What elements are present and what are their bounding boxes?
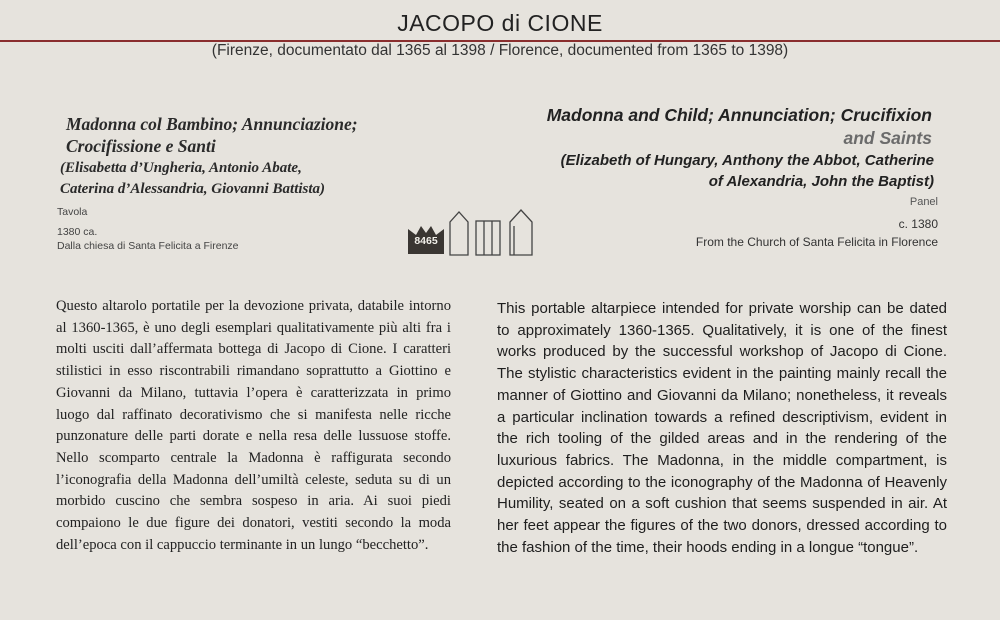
- english-provenance: From the Church of Santa Felicita in Florence: [695, 235, 938, 249]
- artist-name: JACOPO di CIONE: [397, 10, 603, 36]
- arch-outline-icon: [510, 210, 532, 255]
- inventory-badge: [407, 223, 445, 255]
- italian-saints-line1: (Elisabetta d’Ungheria, Antonio Abate,: [60, 160, 302, 176]
- altarpiece-shapes: [448, 208, 538, 258]
- italian-title: Madonna col Bambino; Annunciazione; Crocifissione e Santi: [66, 114, 358, 156]
- english-description: [497, 298, 947, 558]
- english-title-line1: Madonna and Child; Annunciation; Crucifixion: [546, 105, 932, 125]
- english-title-line2: and Saints: [843, 128, 932, 148]
- triptych-outline-icon: [476, 221, 500, 255]
- english-saints: [464, 150, 934, 192]
- english-saints-line2: of Alexandria, John the Baptist): [708, 173, 934, 190]
- italian-description-text: Questo altarolo portatile per la devozione privata, databile intorno al 1360-1365, è uno degli esemplari qualitativamente più alti fra i molti usciti dall’affermata bottega di Jacopo di Cione. I caratteri stilistici in esso riscontrabili rimandano soprattutto a Giottino e Giovanni da Milano, tuttavia l’opera è caratterizzata in primo luogo dal raffinato decorativismo che si manifesta nelle ricche punzonature delle parti dorate e nella resa delle lussuose stoffe. Nello scomparto centrale la Madonna è raffigurata secondo l’iconografia della Madonna dell’umiltà celeste, seduta su di un morbido cuscino che sembra sospeso in aria. Ai suoi piedi compaiono le due figure dei donatori, vestiti secondo la moda dell’epoca con il cappuccio terminante in un lungo “becchetto”.: [56, 298, 451, 553]
- italian-description: [56, 296, 451, 556]
- italian-saints-line2: Caterina d’Alessandria, Giovanni Battista): [60, 181, 326, 197]
- italian-saints: [60, 158, 440, 200]
- house-outline-icon: [450, 212, 468, 255]
- english-date: c. 1380: [898, 217, 938, 231]
- english-title: [452, 104, 932, 150]
- italian-medium: Tavola: [57, 206, 88, 218]
- italian-date: 1380 ca.: [57, 226, 98, 238]
- artist-dates: (Firenze, documentato dal 1365 al 1398 / Florence, documented from 1365 to 1398): [211, 42, 789, 59]
- english-saints-line1: (Elizabeth of Hungary, Anthony the Abbot, Catherine: [560, 152, 934, 169]
- english-medium: Panel: [909, 196, 938, 208]
- italian-provenance: Dalla chiesa di Santa Felicita a Firenze: [57, 240, 239, 252]
- english-description-text: This portable altarpiece intended for private worship can be dated to approximately 1360-1365. Qualitatively, it is one of the finest works produced by the successful workshop of Jacopo di Cione. The stylistic characteristics evident in the painting mainly recall the manner of Giottino and Giovanni da Milano; nonetheless, it reveals a particular inclination towards a refined descriptivism, evident in the rich tooling of the gilded areas and in the rendering of the luxurious fabrics. The Madonna, in the middle compartment, is depicted according to the iconography of the Madonna of Heavenly Humility, seated on a soft cushion that seems suspended in air. At her feet appear the figures of the two donors, dressed according to the fashion of the time, their hoods ending in a longue “tongue”.: [497, 300, 947, 556]
- inventory-number: 8465: [414, 235, 438, 247]
